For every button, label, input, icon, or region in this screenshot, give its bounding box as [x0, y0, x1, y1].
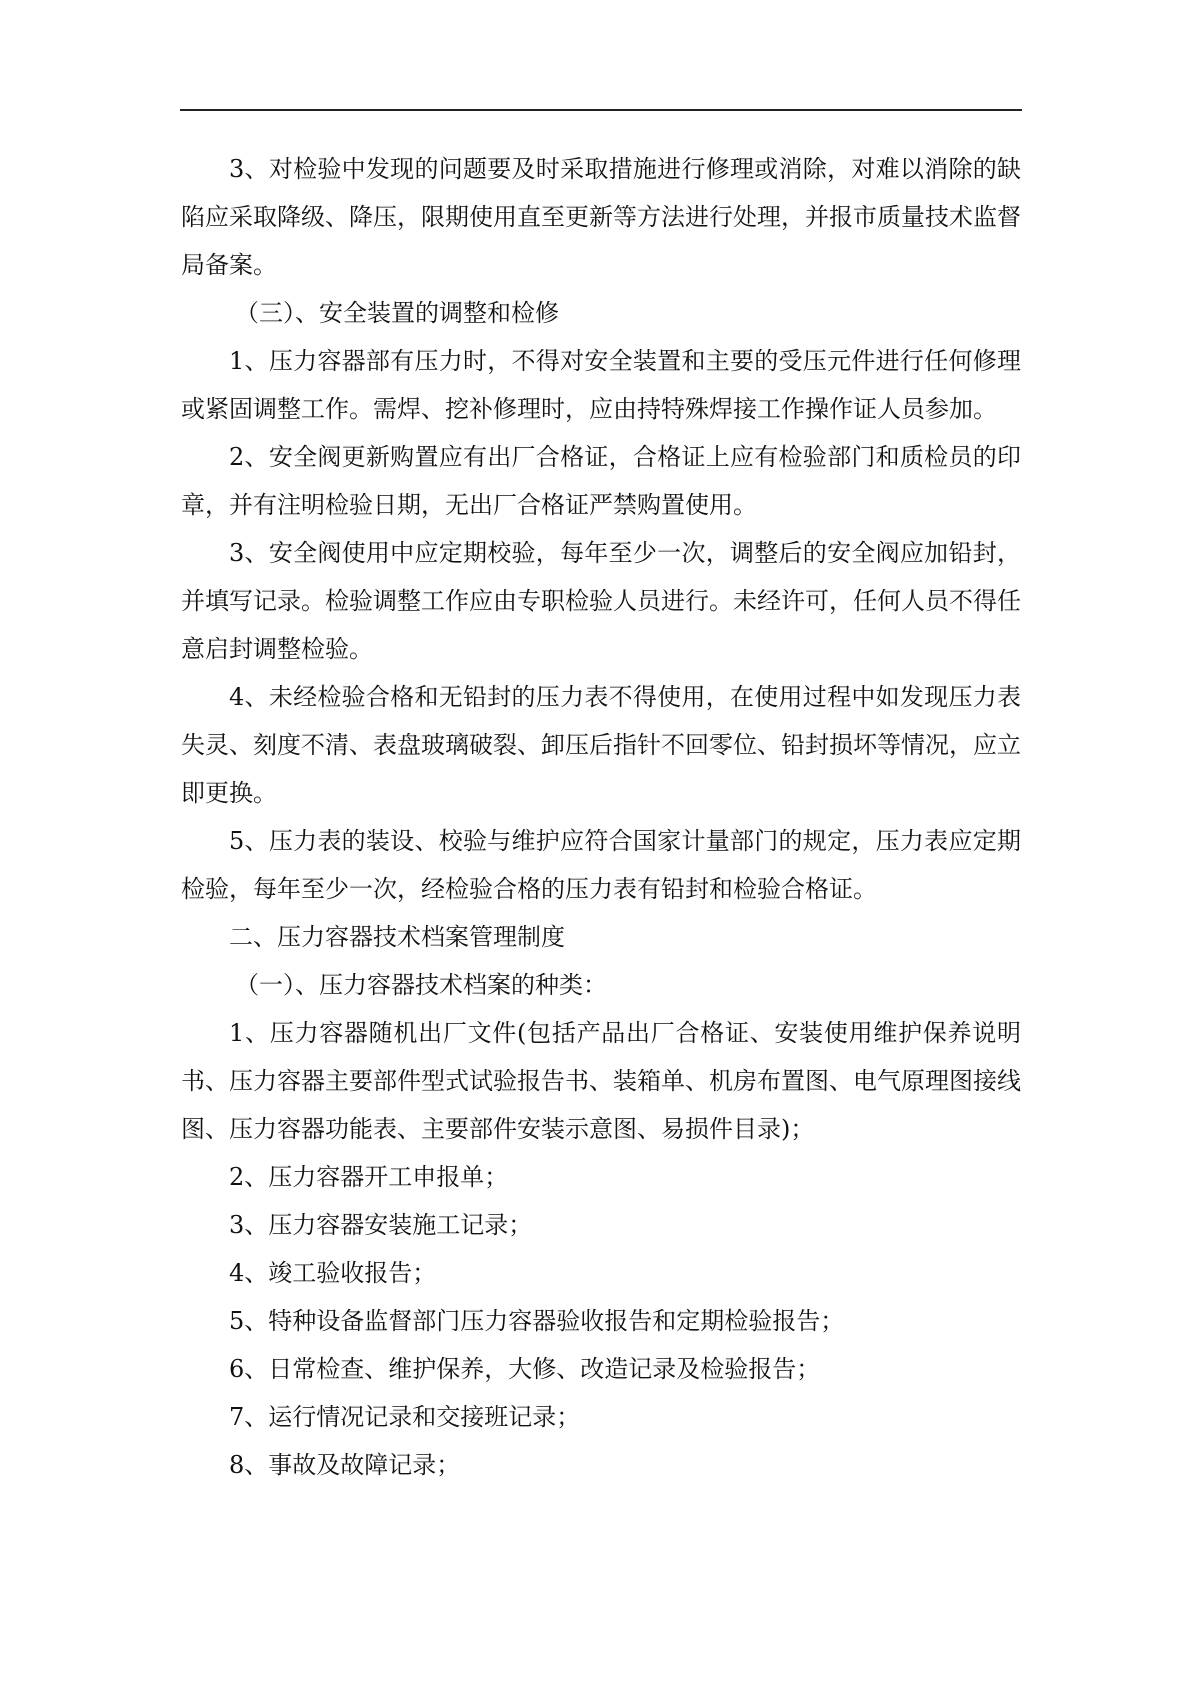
paragraph-defect-handling: 3、对检验中发现的问题要及时采取措施进行修理或消除，对难以消除的缺陷应采取降级、降压，限期使用直至更新等方法进行处理，并报市质量技术监督局备案。 [181, 155, 1021, 279]
document-body [181, 145, 1021, 1489]
paragraph-repair-under-pressure: 1、压力容器部有压力时，不得对安全装置和主要的受压元件进行任何修理或紧固调整工作。需焊、挖补修理时，应由持特殊焊接工作操作证人员参加。 [181, 347, 1021, 423]
section-heading-safety-devices: （三）、安全装置的调整和检修 [235, 299, 559, 327]
list-item-maintenance-records: 6、日常检查、维护保养，大修、改造记录及检验报告； [229, 1355, 821, 1383]
paragraph-safety-valve-purchase: 2、安全阀更新购置应有出厂合格证，合格证上应有检验部门和质检员的印章，并有注明检验日期，无出厂合格证严禁购置使用。 [181, 443, 1021, 519]
list-item-accident-records: 8、事故及故障记录； [229, 1451, 461, 1479]
subsection-heading-archive-types: （一）、压力容器技术档案的种类： [235, 971, 607, 999]
list-item-installation-record: 3、压力容器安装施工记录； [229, 1211, 533, 1239]
list-item-operation-records: 7、运行情况记录和交接班记录； [229, 1403, 581, 1431]
paragraph-pressure-gauge-installation: 5、压力表的装设、校验与维护应符合国家计量部门的规定，压力表应定期检验，每年至少一次，经检验合格的压力表有铅封和检验合格证。 [181, 827, 1021, 903]
header-rule [180, 109, 1022, 111]
list-item-construction-application: 2、压力容器开工申报单； [229, 1163, 509, 1191]
section-heading-technical-archives: 二、压力容器技术档案管理制度 [229, 923, 565, 951]
list-item-factory-documents: 1、压力容器随机出厂文件(包括产品出厂合格证、安装使用维护保养说明书、压力容器主要部件型式试验报告书、装箱单、机房布置图、电气原理图接线图、压力容器功能表、主要部件安装示意图、易损件目录)； [181, 1019, 1021, 1143]
list-item-completion-report: 4、竣工验收报告； [229, 1259, 437, 1287]
list-item-inspection-reports: 5、特种设备监督部门压力容器验收报告和定期检验报告； [229, 1307, 845, 1335]
paragraph-pressure-gauge-use: 4、未经检验合格和无铅封的压力表不得使用，在使用过程中如发现压力表失灵、刻度不清、表盘玻璃破裂、卸压后指针不回零位、铅封损坏等情况，应立即更换。 [181, 683, 1021, 807]
paragraph-safety-valve-calibration: 3、安全阀使用中应定期校验，每年至少一次，调整后的安全阀应加铅封，并填写记录。检验调整工作应由专职检验人员进行。未经许可，任何人员不得任意启封调整检验。 [181, 539, 1021, 663]
